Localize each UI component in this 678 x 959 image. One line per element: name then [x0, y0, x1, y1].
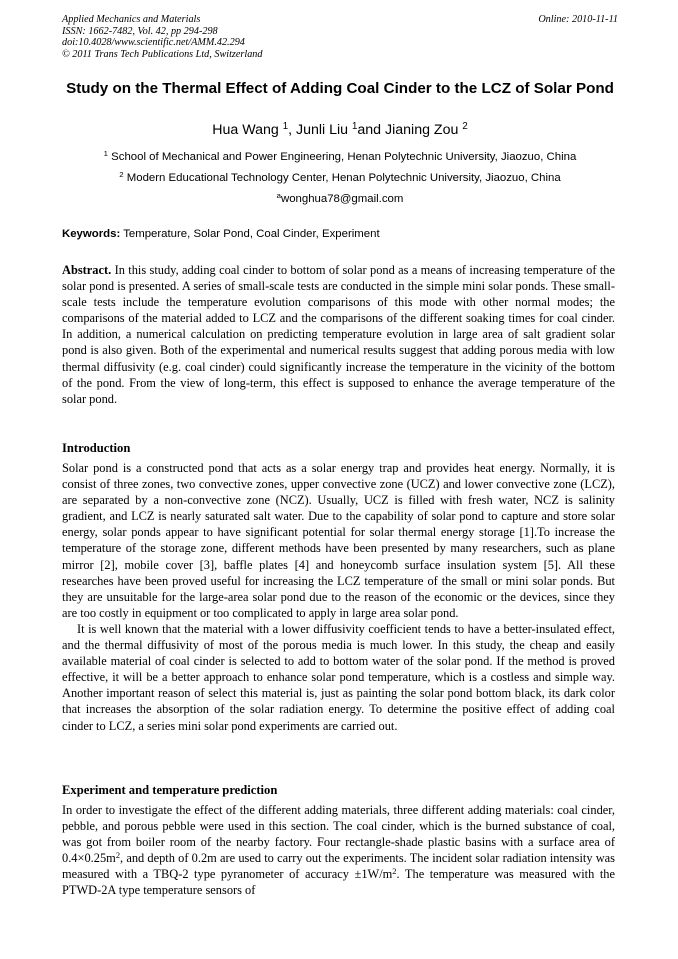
- journal-header: [62, 14, 618, 60]
- journal-name: Applied Mechanics and Materials: [62, 14, 201, 25]
- author-name: and Jianing Zou: [357, 122, 459, 138]
- author-sup: 1: [352, 121, 358, 133]
- text-run: , and depth of 0.2m are used to carry out the experiments. The incident solar radiation intensity was measured with a TBQ-2 type pyranometer of accuracy ±1W/m: [62, 851, 615, 882]
- paragraph: [62, 802, 615, 899]
- email-line: [62, 192, 618, 206]
- online-date: Online: 2010-11-11: [538, 14, 618, 25]
- keywords-text: Temperature, Solar Pond, Coal Cinder, Experiment: [123, 228, 380, 240]
- affiliation-1: [62, 150, 618, 164]
- superscript: 2: [115, 850, 121, 861]
- affiliation-sup: 1: [103, 149, 108, 159]
- abstract-text: In this study, adding coal cinder to bottom of solar pond as a means of increasing temperature of the solar pond is presented. A series of small-scale tests are conducted in the simple mini solar ponds. These small-scale tests include the temperature evolution comparisons of this mode with other normal modes; the comparisons of the material added to LCZ and the comparisons of the different soaking times for coal cinder. In addition, a numerical calculation on predicting temperature evolution in large area of salt gradient solar pond is also given. Both of the experimental and numerical results suggest that adding porous media with low thermal diffusivity (e.g. coal cinder) could significantly increase the temperature in the vicinity of the bottom of the pond. From the view of long-term, this effect is supposed to enhance the average temperature of the solar pond.: [62, 263, 615, 406]
- doi-line: doi:10.4028/www.scientific.net/AMM.42.294: [62, 37, 245, 49]
- abstract-label: Abstract.: [62, 263, 112, 277]
- text-run: In order to investigate the effect of the different adding materials, three different adding materials: coal cinder, pebble, and porous pebble were used in this section. The coal cinder, which is the burned substance of coal, was got from boiler room of the nearby factory. Four rectangle-shade plastic basins with a surface area of 0.4×0.25m: [62, 803, 615, 866]
- author-sup: 2: [462, 121, 468, 133]
- introduction-body: [62, 460, 615, 734]
- copyright-line: © 2011 Trans Tech Publications Ltd, Switzerland: [62, 48, 263, 60]
- paragraph: Solar pond is a constructed pond that acts as a solar energy trap and provides heat energy. Normally, it is consist of three zones, two convective zones, upper convective zone (UCZ) and lower convective zone (LCZ), are separated by a non-convective zone (NCZ). Usually, UCZ is filled with fresh water, NCZ is salinity gradient, and LCZ is nearly saturated salt water. Due to the capability of solar pond to capture and store solar energy, solar ponds appear to have significant potential for solar thermal energy storage [1].To increase the temperature of the storage zone, different methods have been presented by many researchers, such as plane mirror [2], mobile cover [3], baffle plates [4] and honeycomb surface insulation system [5]. All these researches have been proved useful for increasing the LCZ temperature of the small or mini solar ponds. But they are unsuitable for the large-area solar pond due to the reason of the economic or the devices, since they are too costly in equipment or too complicated to apply in large area solar pond.: [62, 461, 615, 620]
- experiment-body: [62, 802, 615, 899]
- author-sup: 1: [282, 121, 289, 133]
- affiliation-text: Modern Educational Technology Center, Henan Polytechnic University, Jiaozuo, China: [126, 172, 561, 184]
- author-name: Hua Wang: [212, 122, 279, 138]
- affiliation-2: [62, 171, 618, 185]
- keywords-label: Keywords:: [62, 228, 121, 240]
- author-list: Hua Wang $^1$, Junli Liu $^1$and Jianing Zou $^2$: [212, 121, 468, 138]
- text-run: . The temperature was measured with the PTWD-2A type temperature sensors of: [62, 867, 615, 898]
- email-address[interactable]: wonghua78@gmail.com: [280, 193, 404, 205]
- affiliation-sup: 2: [119, 170, 124, 180]
- author-name: Junli Liu: [296, 122, 349, 138]
- abstract: [62, 262, 615, 407]
- experiment-heading: Experiment and temperature prediction: [62, 783, 278, 797]
- superscript: 2: [392, 866, 397, 877]
- introduction-heading: Introduction: [62, 441, 131, 455]
- email-sup: a: [276, 191, 281, 201]
- affiliation-text: School of Mechanical and Power Engineering, Henan Polytechnic University, Jiaozuo, China: [111, 151, 577, 163]
- keywords: [62, 227, 618, 241]
- paragraph: It is well known that the material with a lower diffusivity coefficient tends to have a better-insulated effect, and the thermal diffusivity of most of the porous media is much lower. In this study, the cheap and easily available material of coal cinder is selected to add to bottom water of the solar pond. If the method is proved effective, it will be a better approach to enhance solar pond temperature, which is a costless and simple way. Another important reason of select this material is, just as painting the solar pond bottom black, its dark color that increases the absorption of the solar radiation energy. To determine the positive effect of adding coal cinder to LCZ, a series mini solar pond experiments are carried out.: [62, 621, 615, 733]
- paper-title: Study on the Thermal Effect of Adding Coal Cinder to the LCZ of Solar Pond: [66, 80, 614, 97]
- issn-line: ISSN: 1662-7482, Vol. 42, pp 294-298: [62, 25, 218, 37]
